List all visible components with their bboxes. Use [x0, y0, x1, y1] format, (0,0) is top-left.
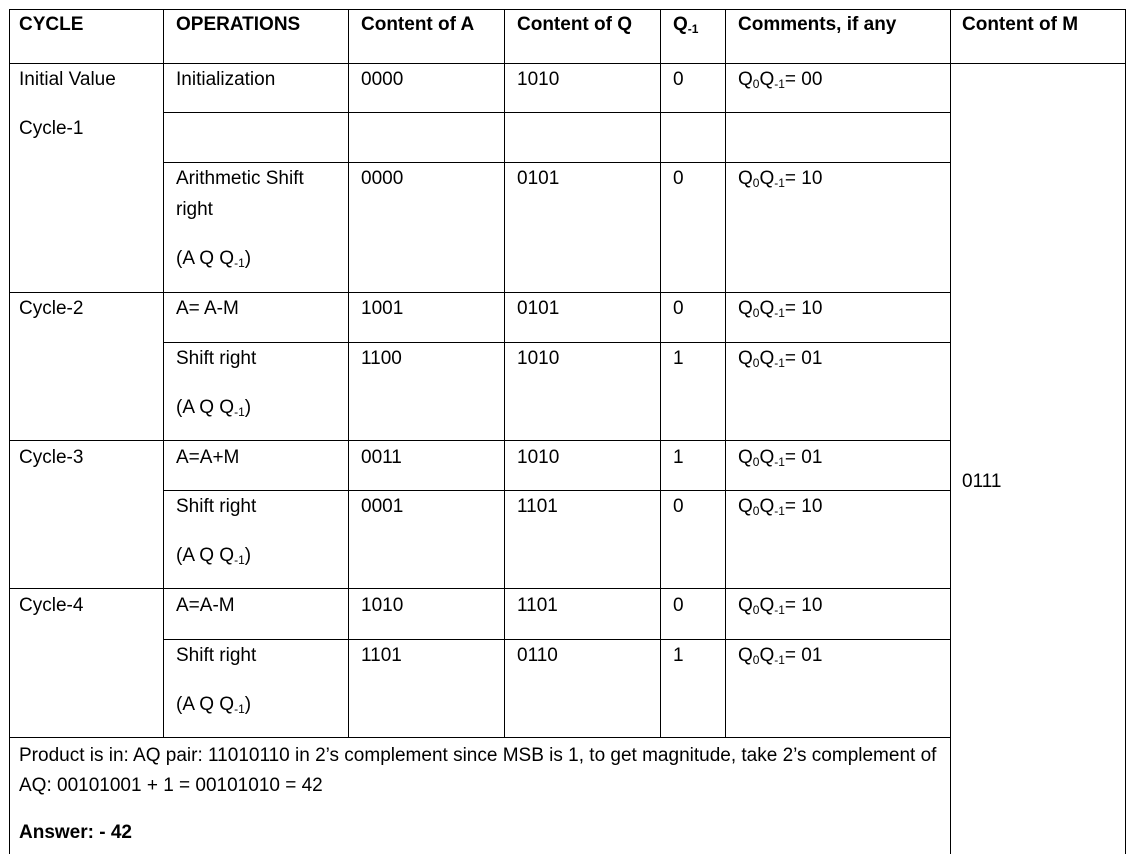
- header-cycle: CYCLE: [19, 14, 84, 35]
- operation-aqq-note: (A Q $Q_{-1}$): [176, 694, 252, 716]
- operation-cell-line1: Arithmetic Shift: [176, 168, 304, 189]
- comment-cell: $Q_0Q_{-1}= 10$: [738, 595, 823, 617]
- table-body-bottom: [9, 737, 950, 738]
- header-q-minus-1: $Q_{-1}$: [673, 14, 699, 36]
- q-minus-1-cell: 1: [673, 348, 684, 369]
- comment-cell: $Q_0Q_{-1}= 01$: [738, 447, 823, 469]
- operation-cell: Initialization: [176, 69, 276, 90]
- content-m-value: 0111: [962, 471, 1002, 492]
- content-a-cell: 0000: [361, 69, 404, 90]
- operation-cell: Shift right: [176, 496, 257, 517]
- cycle-label: Cycle-2: [19, 298, 84, 319]
- header-content-a: Content of A: [361, 14, 475, 35]
- operation-aqq-note: (A Q $Q_{-1}$): [176, 397, 252, 419]
- header-divider: [9, 63, 1126, 64]
- table-border-right: [1125, 9, 1126, 854]
- comment-cell: $Q_0Q_{-1}= 01$: [738, 348, 823, 370]
- cycle-label: Initial Value: [19, 69, 116, 90]
- content-a-cell: 1100: [361, 348, 402, 369]
- content-a-cell: 1010: [361, 595, 404, 616]
- column-divider: [504, 9, 505, 737]
- content-q-cell: 1010: [517, 348, 560, 369]
- cycle-divider: [9, 588, 950, 589]
- content-a-cell: 0011: [361, 447, 402, 468]
- content-q-cell: 1101: [517, 595, 558, 616]
- header-operations: OPERATIONS: [176, 14, 301, 35]
- comment-cell: $Q_0Q_{-1}= 10$: [738, 298, 823, 320]
- q-minus-1-cell: 1: [673, 447, 684, 468]
- answer: Answer: - 42: [19, 822, 132, 843]
- header-content-q: Content of Q: [517, 14, 633, 35]
- row-divider: [163, 112, 950, 113]
- header-comments: Comments, if any: [738, 14, 897, 35]
- column-divider: [725, 9, 726, 737]
- content-a-cell: 0000: [361, 168, 404, 189]
- operation-aqq-note: (A Q $Q_{-1}$): [176, 248, 252, 270]
- operation-cell-line2: right: [176, 199, 213, 220]
- cycle-label: Cycle-4: [19, 595, 84, 616]
- content-q-cell: 1010: [517, 69, 560, 90]
- column-divider-m: [950, 9, 951, 854]
- operation-cell: A= A-M: [176, 298, 239, 319]
- cycle-label: Cycle-3: [19, 447, 84, 468]
- operation-cell: Shift right: [176, 348, 257, 369]
- cycle-divider: [9, 292, 950, 293]
- q-minus-1-cell: 0: [673, 168, 684, 189]
- content-a-cell: 0001: [361, 496, 404, 517]
- column-divider: [348, 9, 349, 737]
- content-q-cell: 0101: [517, 298, 560, 319]
- cycle-label: Cycle-1: [19, 118, 84, 139]
- cycle-divider: [9, 440, 950, 441]
- row-divider: [163, 342, 950, 343]
- content-q-cell: 0110: [517, 645, 558, 666]
- row-divider: [163, 639, 950, 640]
- header-content-m: Content of M: [962, 14, 1079, 35]
- content-q-cell: 1010: [517, 447, 560, 468]
- content-a-cell: 1001: [361, 298, 404, 319]
- content-q-cell: 1101: [517, 496, 558, 517]
- comment-cell: $Q_0Q_{-1}= 10$: [738, 496, 823, 518]
- product-note: Product is in: AQ pair: 11010110 in 2’s complement since MSB is 1, to get magnitude, take 2’s complement of AQ: 00101001 + 1 = 00101010 = 42: [19, 745, 937, 796]
- q-minus-1-cell: 0: [673, 496, 684, 517]
- content-q-cell: 0101: [517, 168, 560, 189]
- q-minus-1-cell: 0: [673, 69, 684, 90]
- table-border-top: [9, 9, 1126, 10]
- row-divider: [163, 490, 950, 491]
- operation-aqq-note: (A Q $Q_{-1}$): [176, 545, 252, 567]
- q-minus-1-cell: 1: [673, 645, 684, 666]
- content-a-cell: 1101: [361, 645, 402, 666]
- operation-cell: A=A+M: [176, 447, 240, 468]
- comment-cell: $Q_0Q_{-1}= 10$: [738, 168, 823, 190]
- column-divider: [660, 9, 661, 737]
- row-divider: [163, 162, 950, 163]
- table-border-left: [9, 9, 10, 854]
- comment-cell: $Q_0Q_{-1}= 01$: [738, 645, 823, 667]
- q-minus-1-cell: 0: [673, 595, 684, 616]
- comment-cell: $Q_0Q_{-1}= 00$: [738, 69, 823, 91]
- column-divider: [163, 9, 164, 737]
- operation-cell: A=A-M: [176, 595, 235, 616]
- q-minus-1-cell: 0: [673, 298, 684, 319]
- operation-cell: Shift right: [176, 645, 257, 666]
